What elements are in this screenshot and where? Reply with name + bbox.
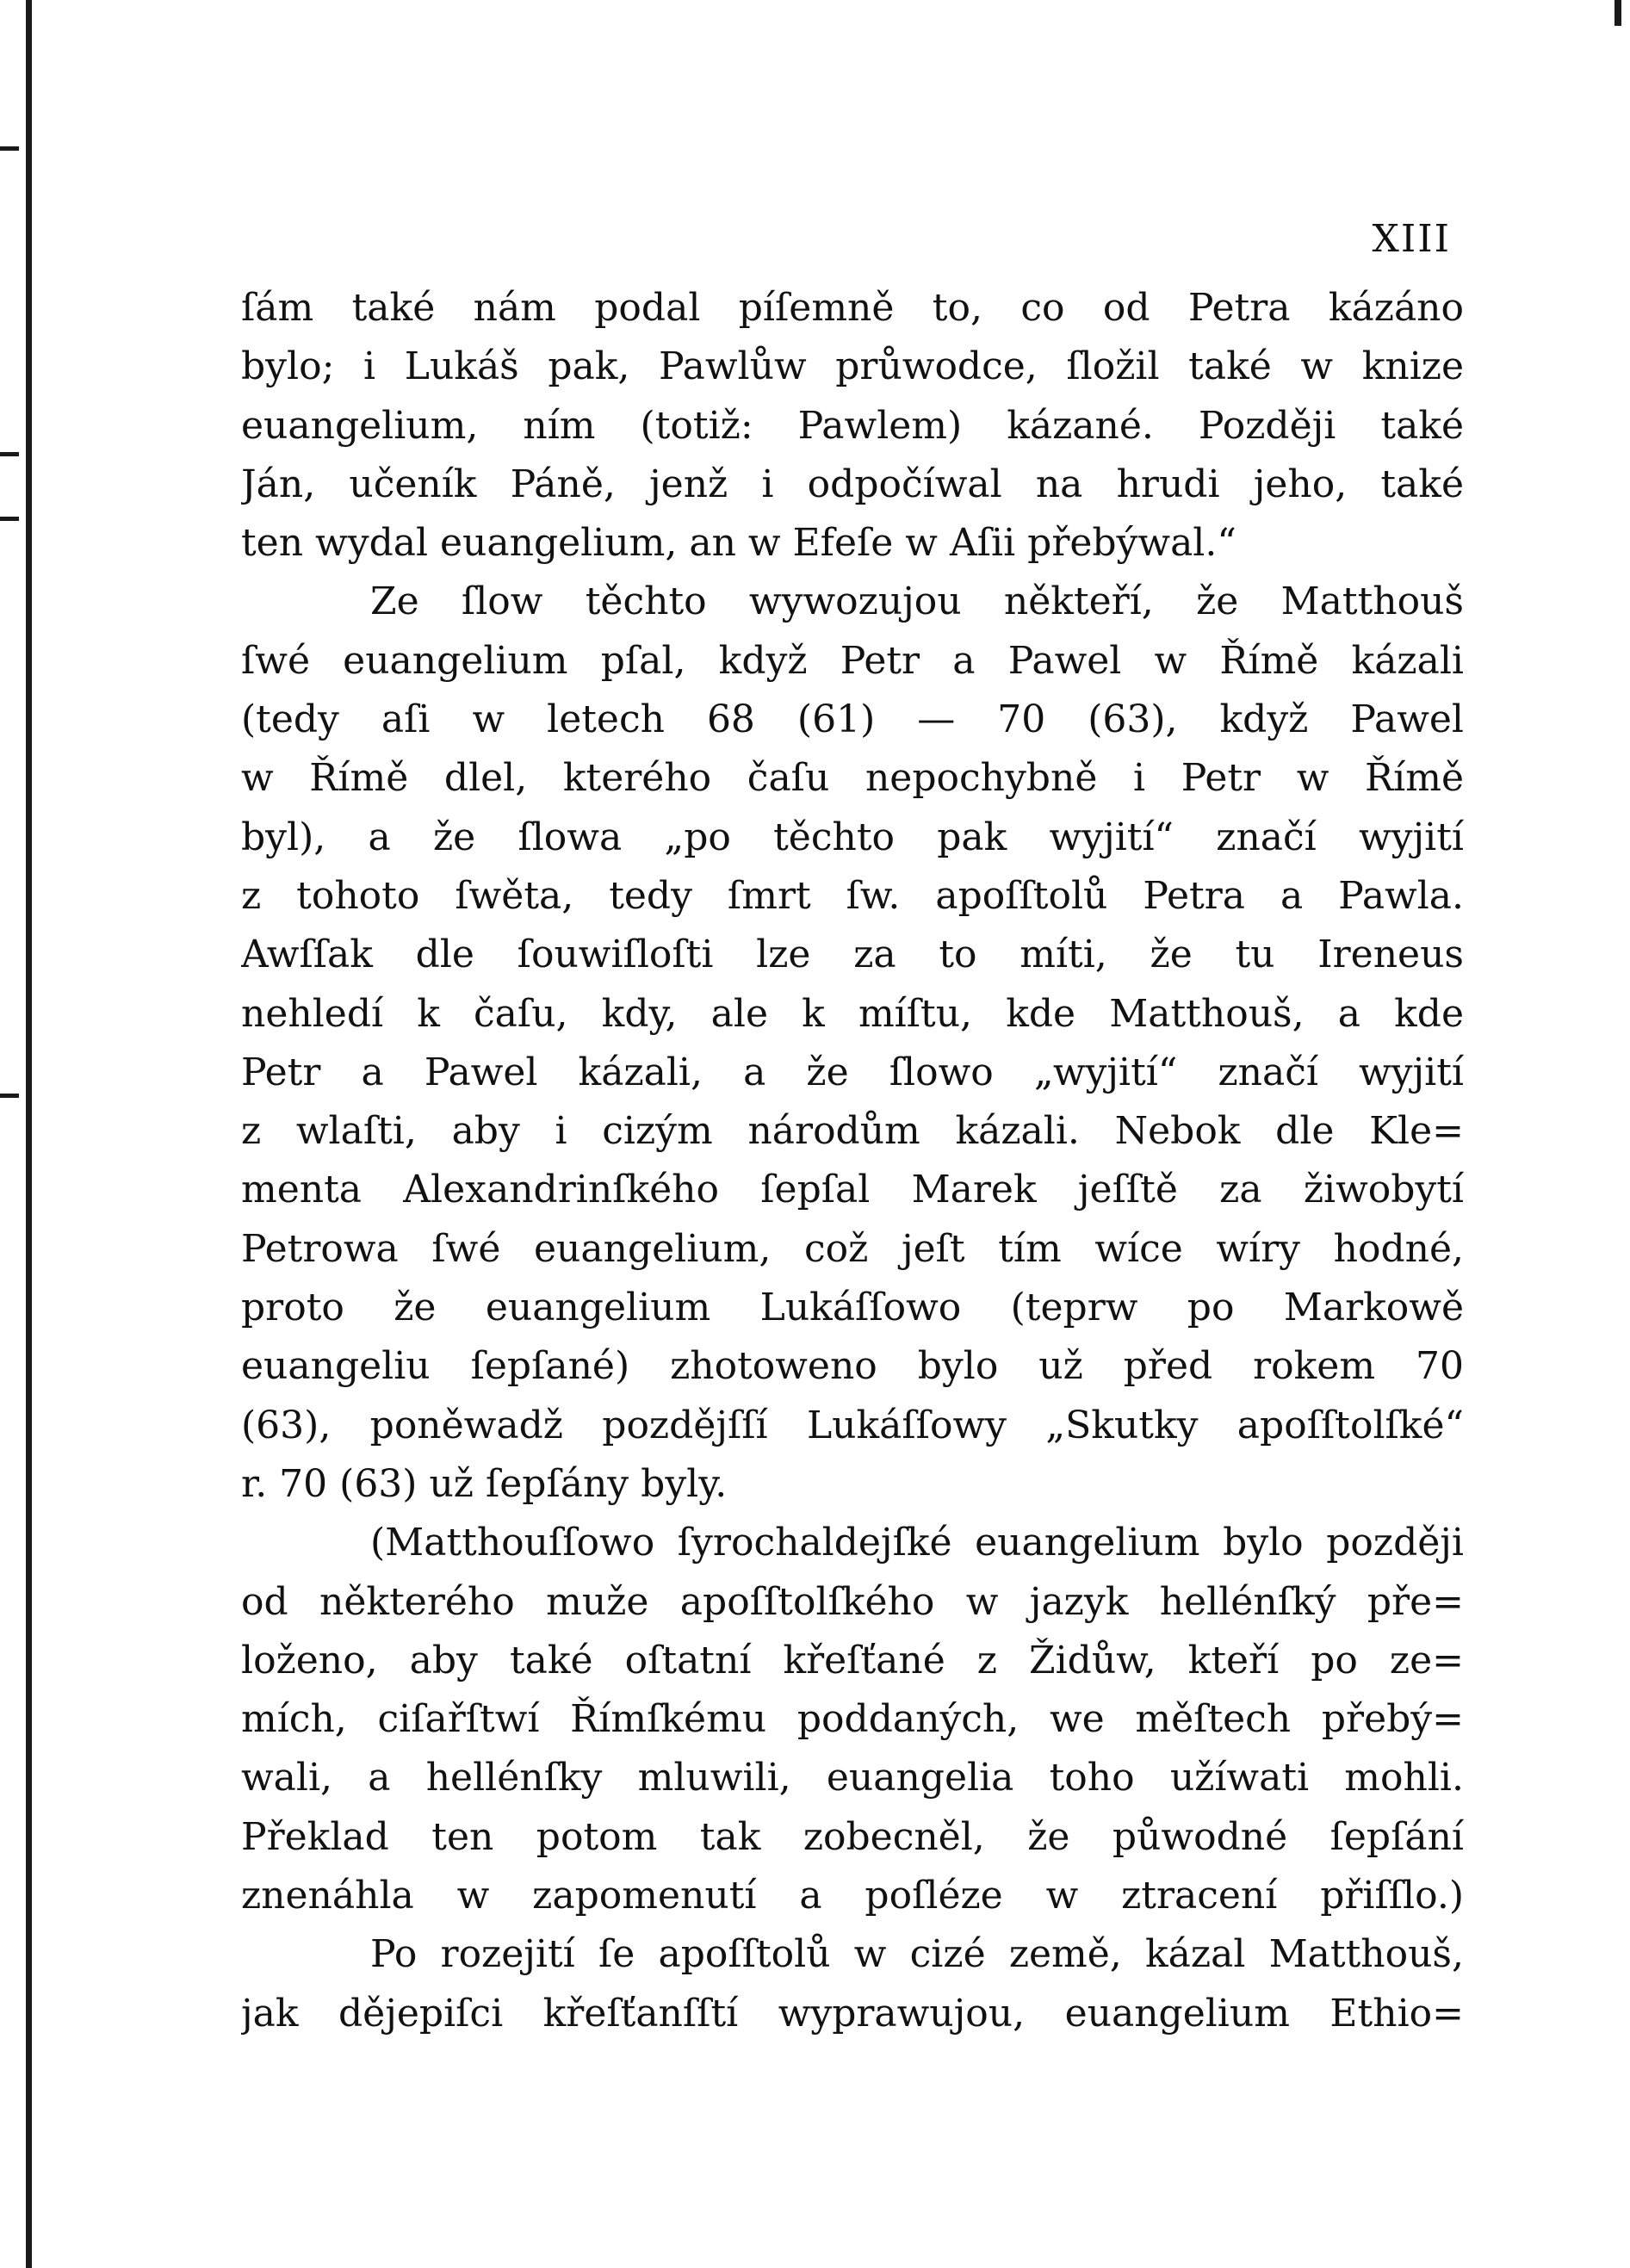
text-line: ſwé euangelium pſal, když Petr a Pawel w Římě kázali bbox=[241, 638, 1464, 683]
body-text bbox=[241, 279, 1464, 2036]
scan-margin bbox=[0, 0, 36, 2268]
text-line: Ze ſlow těchto wywozujou někteří, že Matthouš bbox=[370, 579, 1464, 624]
text-line: wali, a hellénſky mluwili, euangelia toho užíwati mohli. bbox=[241, 1756, 1464, 1800]
text-line: mích, ciſařſtwí Římſkému poddaných, we měſtech přebý= bbox=[241, 1697, 1464, 1742]
text-line: z tohoto ſwěta, tedy ſmrt ſw. apoſſtolů Petra a Pawla. bbox=[241, 873, 1464, 918]
text-line: ſám také nám podal píſemně to, co od Petra kázáno bbox=[241, 286, 1464, 330]
text-line: jak dějepiſci křeſťanſſtí wyprawujou, euangelium Ethio= bbox=[241, 1991, 1464, 2036]
text-line: loženo, aby také oſtatní křeſťané z Židůw, kteří po ze= bbox=[241, 1638, 1464, 1682]
text-line: Petrowa ſwé euangelium, což jeſt tím wíce wíry hodné, bbox=[241, 1226, 1464, 1271]
text-line: menta Alexandrinſkého ſepſal Marek jeſſtě za žiwobytí bbox=[241, 1168, 1464, 1212]
text-line: znenáhla w zapomenutí a poſléze w ztracení přiſſlo.) bbox=[241, 1874, 1464, 1918]
text-line: (tedy aſi w letech 68 (61) — 70 (63), když Pawel bbox=[241, 697, 1464, 742]
text-line: (Matthouſſowo ſyrochaldejſké euangelium bylo později bbox=[370, 1521, 1464, 1565]
text-line: bylo; i Lukáš pak, Pawlůw průwodce, ſložil také w knize bbox=[241, 344, 1464, 389]
text-line: od některého muže apoſſtolſkého w jazyk hellénſký pře= bbox=[241, 1579, 1464, 1624]
text-line: Awſſak dle ſouwiſloſti lze za to míti, že tu Ireneus bbox=[241, 933, 1464, 977]
text-line: euangeliu ſepſané) zhotoweno bylo už před rokem 70 bbox=[241, 1344, 1464, 1389]
text-line: byl), a že ſlowa „po těchto pak wyjití“ značí wyjití bbox=[241, 815, 1464, 859]
scan-edge-mark bbox=[0, 452, 19, 456]
text-line: proto že euangelium Lukáſſowo (teprw po Markowě bbox=[241, 1286, 1464, 1330]
scan-edge-mark bbox=[0, 1094, 19, 1098]
scan-edge-line bbox=[26, 0, 32, 2268]
text-line: euangelium, ním (totiž: Pawlem) kázané. Později také bbox=[241, 403, 1464, 448]
text-line: nehledí k čaſu, kdy, ale k míſtu, kde Matthouš, a kde bbox=[241, 991, 1464, 1036]
text-line: Po rozejití ſe apoſſtolů w cizé země, kázal Matthouš, bbox=[370, 1932, 1464, 1977]
text-line: Petr a Pawel kázali, a že ſlowo „wyjití“ značí wyjití bbox=[241, 1050, 1464, 1094]
text-line: ten wydal euangelium, an w Efeſe w Aſii přebýwal.“ bbox=[241, 521, 1236, 566]
scan-edge-mark bbox=[0, 146, 19, 151]
text-line: r. 70 (63) už ſepſány byly. bbox=[241, 1461, 728, 1506]
scan-edge-mark bbox=[0, 517, 19, 521]
text-line: (63), poněwadž pozdějſſí Lukáſſowy „Skutky apoſſtolſké“ bbox=[241, 1403, 1464, 1447]
text-line: z wlaſti, aby i cizým národům kázali. Nebok dle Kle= bbox=[241, 1109, 1464, 1154]
scan-corner-mark bbox=[1615, 0, 1621, 26]
text-line: Překlad ten potom tak zobecněl, že půwodné ſepſání bbox=[241, 1814, 1464, 1859]
page-number: XIII bbox=[1372, 217, 1451, 261]
text-line: Ján, učeník Páně, jenž i odpočíwal na hrudi jeho, také bbox=[241, 462, 1464, 506]
text-line: w Římě dlel, kterého čaſu nepochybně i Petr w Římě bbox=[241, 756, 1464, 801]
